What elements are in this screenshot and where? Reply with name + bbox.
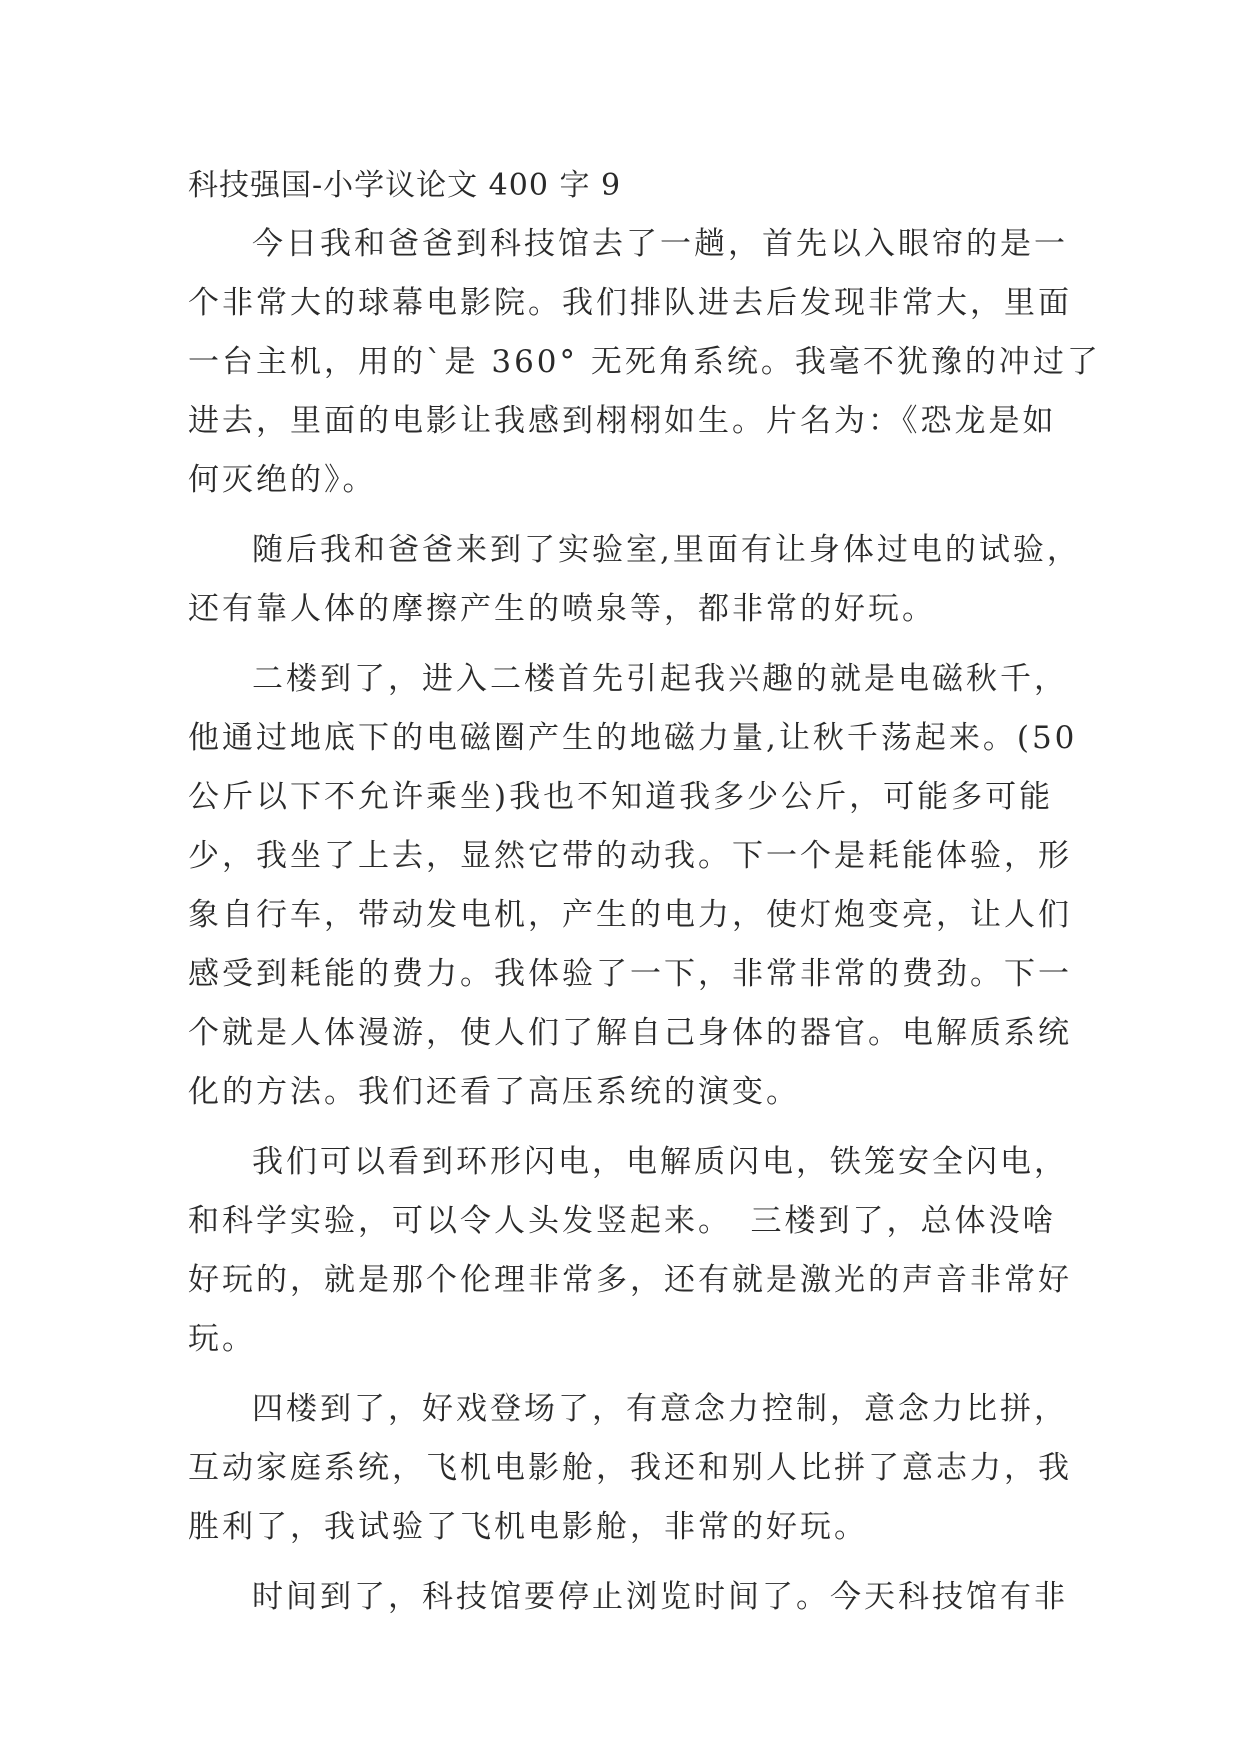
text-line: 象自行车，带动发电机，产生的电力，使灯炮变亮，让人们 bbox=[188, 897, 1072, 933]
text-line: 他通过地底下的电磁圈产生的地磁力量,让秋千荡起来。(50 bbox=[188, 720, 1078, 756]
paragraph-3 bbox=[188, 650, 1078, 1122]
text-line: 和科学实验，可以令人头发竖起来。 三楼到了，总体没啥 bbox=[188, 1203, 1057, 1239]
document-title: 科技强国-小学议论文 400 字 9 bbox=[188, 168, 622, 203]
paragraph-spacer bbox=[188, 1122, 1068, 1133]
paragraph-spacer bbox=[188, 1369, 1068, 1380]
text-line: 好玩的，就是那个伦理非常多，还有就是激光的声音非常好 bbox=[188, 1262, 1072, 1298]
paragraph-4 bbox=[188, 1133, 1072, 1369]
text-line: 互动家庭系统，飞机电影舱，我还和别人比拼了意志力，我 bbox=[188, 1450, 1072, 1486]
text-line: 公斤以下不允许乘坐)我也不知道我多少公斤，可能多可能 bbox=[188, 779, 1054, 815]
text-line: 进去，里面的电影让我感到栩栩如生。片名为：《恐龙是如 bbox=[188, 403, 1057, 439]
text-line: 还有靠人体的摩擦产生的喷泉等，都非常的好玩。 bbox=[188, 591, 936, 627]
text-line: 胜利了，我试验了飞机电影舱，非常的好玩。 bbox=[188, 1509, 868, 1545]
paragraph-spacer bbox=[188, 1557, 1068, 1568]
text-line: 玩。 bbox=[188, 1321, 256, 1357]
text-line: 二楼到了，进入二楼首先引起我兴趣的就是电磁秋千， bbox=[252, 661, 1068, 697]
text-line: 随后我和爸爸来到了实验室,里面有让身体过电的试验， bbox=[252, 532, 1081, 568]
paragraph-6 bbox=[188, 1568, 1068, 1627]
paragraph-1 bbox=[188, 215, 1101, 510]
text-line: 化的方法。我们还看了高压系统的演变。 bbox=[188, 1074, 800, 1110]
document-body bbox=[188, 215, 1101, 1627]
text-line: 个就是人体漫游，使人们了解自己身体的器官。电解质系统 bbox=[188, 1015, 1072, 1051]
text-line: 今日我和爸爸到科技馆去了一趟，首先以入眼帘的是一 bbox=[252, 226, 1068, 262]
text-line: 时间到了，科技馆要停止浏览时间了。今天科技馆有非 bbox=[252, 1579, 1068, 1615]
paragraph-spacer bbox=[188, 639, 1068, 650]
text-line: 一台主机，用的`是 360° 无死角系统。我毫不犹豫的冲过了 bbox=[188, 344, 1101, 380]
paragraph-spacer bbox=[188, 510, 1068, 521]
text-line: 少，我坐了上去，显然它带的动我。下一个是耗能体验，形 bbox=[188, 838, 1072, 874]
text-line: 我们可以看到环形闪电，电解质闪电，铁笼安全闪电， bbox=[252, 1144, 1068, 1180]
paragraph-2 bbox=[188, 521, 1081, 639]
text-line: 感受到耗能的费力。我体验了一下，非常非常的费劲。下一 bbox=[188, 956, 1072, 992]
text-line: 个非常大的球幕电影院。我们排队进去后发现非常大，里面 bbox=[188, 285, 1072, 321]
text-line: 何灭绝的》。 bbox=[188, 462, 377, 498]
paragraph-5 bbox=[188, 1380, 1072, 1557]
text-line: 四楼到了，好戏登场了，有意念力控制，意念力比拼， bbox=[252, 1391, 1068, 1427]
